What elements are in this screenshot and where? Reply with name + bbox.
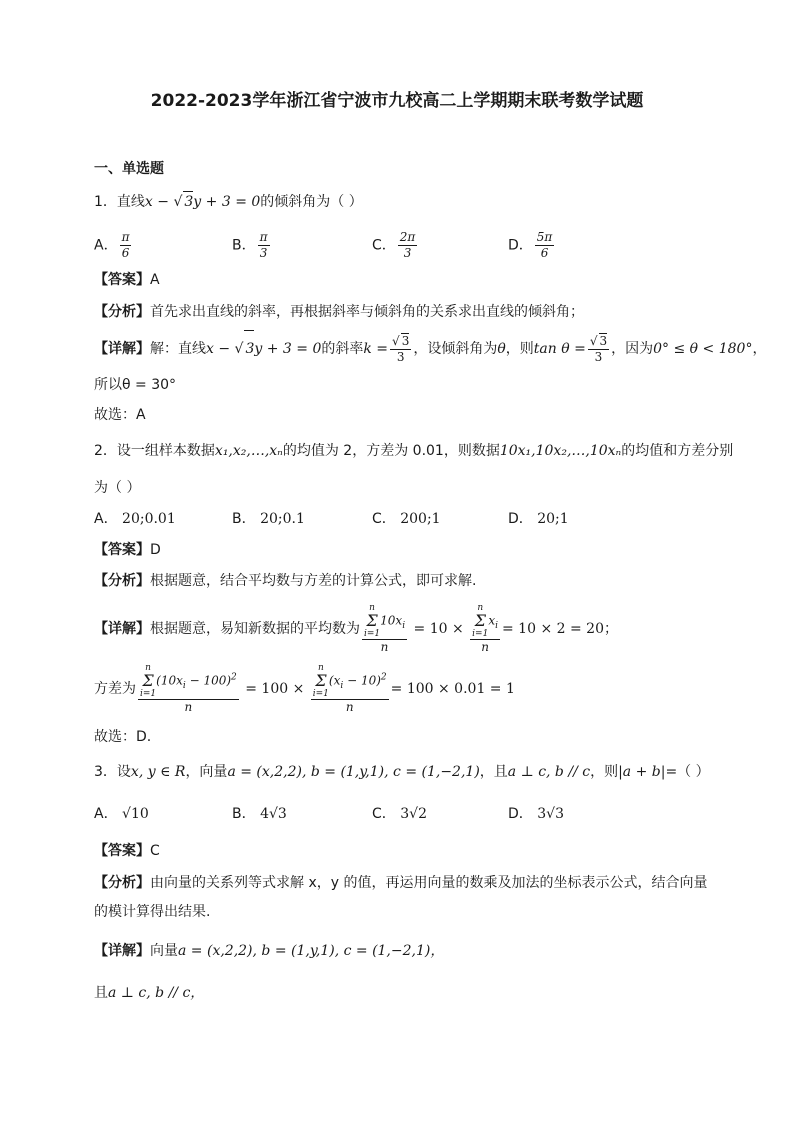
q3-option-c: C． 3√2 [372,806,427,822]
q2-detail: 【详解】根据题意，易知新数据的平均数为 n Σ $i=110x_i$ n = 10 × n Σ $i=1x_i$ n = 10 × 2 = 20； [94,603,618,654]
q2-conclusion: 故选：D. [94,729,152,745]
q2-answer: 【答案】D [94,542,161,558]
q1-option-a: A． $\frac{\pi}{6}$ [94,230,130,260]
q2-stem-line2: 为（ ） [94,480,141,496]
q3-answer: 【答案】C [94,843,160,859]
q1-option-d-value: $\frac{5\pi}{6}$ [536,230,553,260]
q2-analysis: 【分析】根据题意，结合平均数与方差的计算公式，即可求解. [94,573,477,589]
q1-option-b: B． $\frac{\pi}{3}$ [232,230,268,260]
q3-detail-line2: 且a ⊥ c, b // c， [94,985,205,1001]
page-title: 2022-2023学年浙江省宁波市九校高二上学期期末联考数学试题 [150,91,644,111]
q1-analysis: 【分析】首先求出直线的斜率，再根据斜率与倾斜角的关系求出直线的倾斜角； [94,304,584,320]
q1-detail-line2: 所以θ = 30° [94,377,177,393]
q3-option-b: B． 4√3 [232,806,287,822]
q1-option-c: C． $\frac{2\pi}{3}$ [372,230,416,260]
q1-stem: 1．直线x − √ 3y + 3 = 0的倾斜角为（ ） [94,191,363,212]
section-heading: 一、单选题 [94,161,164,177]
q3-analysis: 【分析】由向量的关系列等式求解 x，y 的值，再运用向量的数乘及加法的坐标表示公式，结合向量 [94,875,708,891]
q3-option-a: A． √10 [94,806,149,822]
q3-option-d: D． 3√3 [508,806,564,822]
q2-variance: 方差为 n Σ $i=1(10x_i - 100)^2$ n = 100 × n Σ $i=1(x_i - 10)^2$ n = 100 × 0.01 = 1 [94,663,515,714]
q2-option-d: D． 20;1 [508,511,569,527]
q2-option-c: C． 200;1 [372,511,441,527]
q2-option-a: A． 20;0.01 [94,511,176,527]
q1-option-d: D． $\frac{5\pi}{6}$ [508,230,553,260]
q3-analysis-line2: 的模计算得出结果. [94,904,211,920]
q3-stem: 3．设x, y ∈ R，向量a = (x,2,2), b = (1,y,1), c = (1,−2,1)，且a ⊥ c, b // c，则|a + b|=（ ） [94,764,710,780]
q1-option-a-value: $\frac{\pi}{6}$ [121,230,130,260]
q2-option-b: B． 20;0.1 [232,511,305,527]
q1-option-c-value: $\frac{2\pi}{3}$ [399,230,416,260]
q1-option-b-value: $\frac{\pi}{3}$ [259,230,268,260]
q1-conclusion: 故选：A [94,407,146,423]
q1-answer: 【答案】A [94,272,160,288]
q1-detail: 【详解】解：直线x − √ 3y + 3 = 0的斜率k = $\frac{√ 3}{3}$ ，设倾斜角为θ，则tan θ = $\frac{√ 3}{3}$ ，因为0° ≤ θ < 180°， [94,330,766,366]
q2-stem: 2．设一组样本数据x₁,x₂,…,xₙ的均值为 2，方差为 0.01，则数据10x₁,10x₂,…,10xₙ的均值和方差分别 [94,443,734,459]
q1-equation: x − √ 3y + 3 = 0 [145,194,260,210]
q3-detail: 【详解】向量a = (x,2,2), b = (1,y,1), c = (1,−2,1)， [94,943,445,959]
